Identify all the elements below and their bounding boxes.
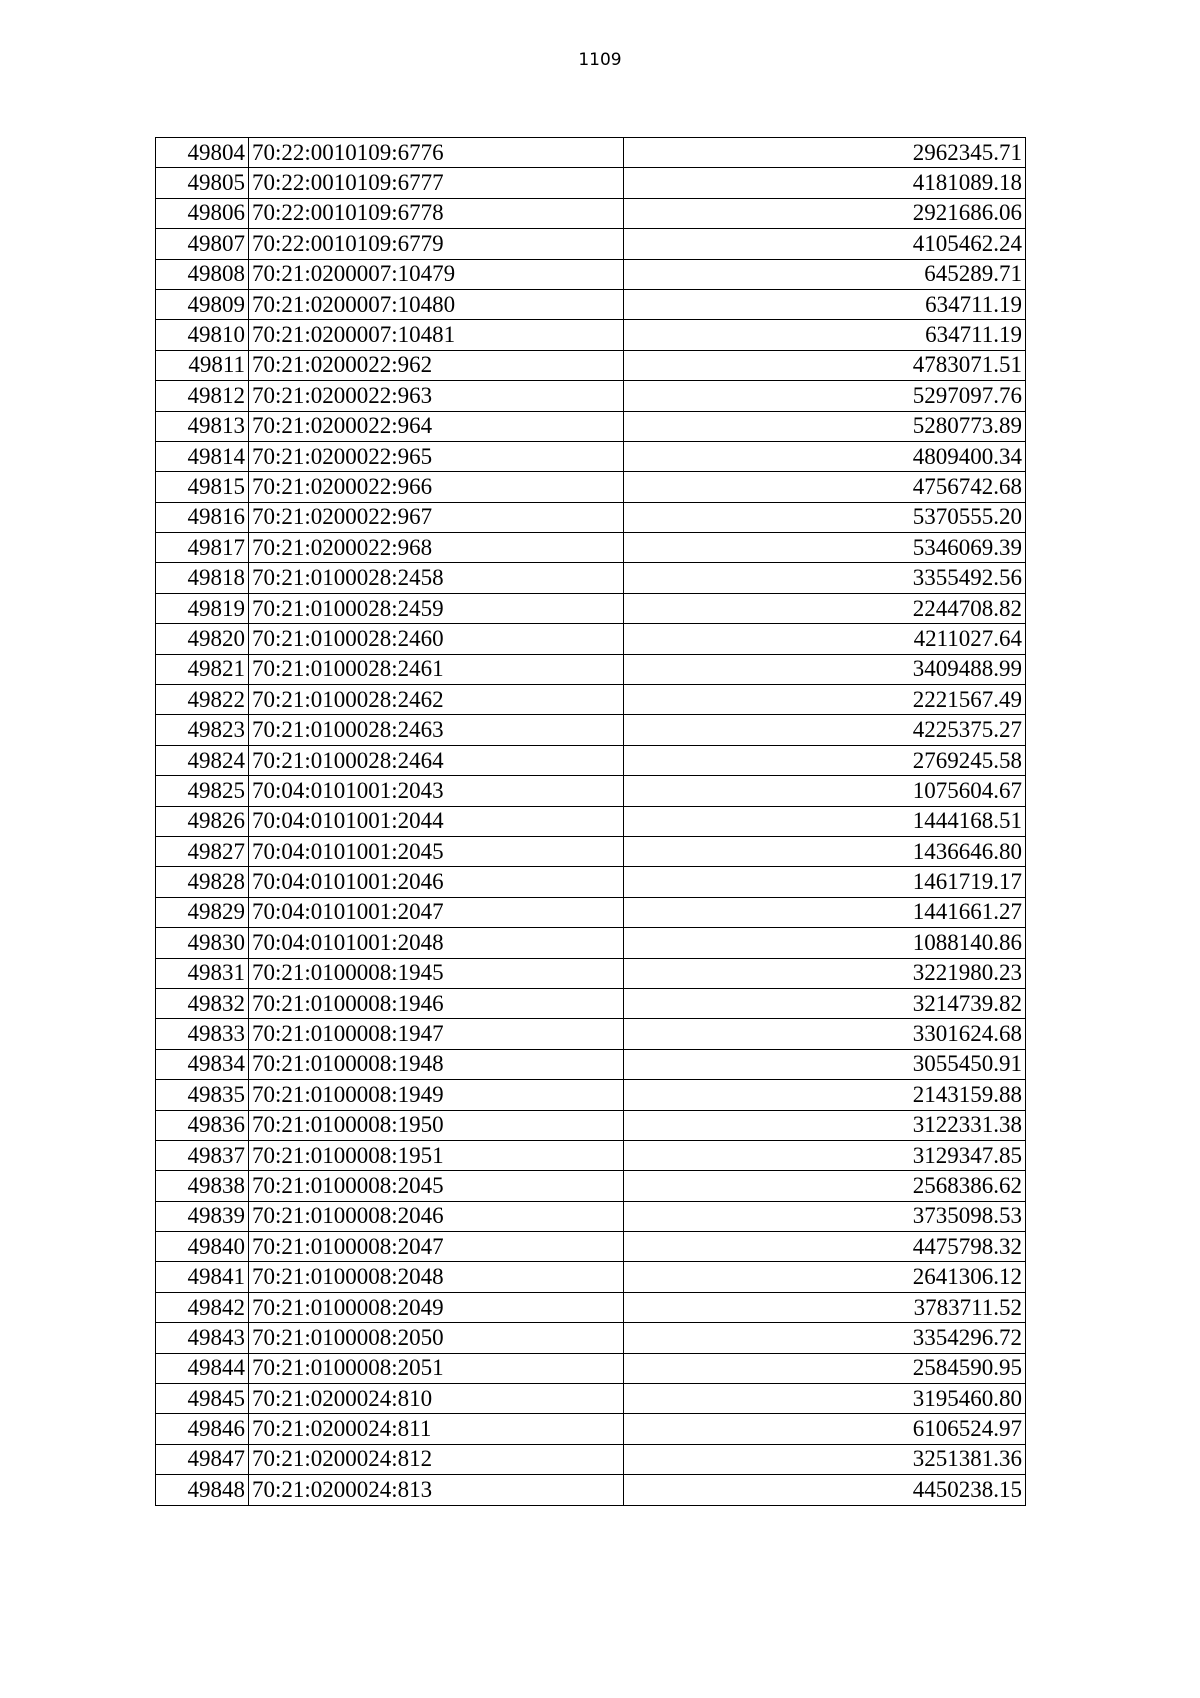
cadastral-number-cell: 70:21:0200022:968 [249,533,624,563]
value-cell: 634711.19 [624,289,1026,319]
value-cell: 5346069.39 [624,533,1026,563]
table-row [156,1201,1026,1231]
value-cell: 3214739.82 [624,988,1026,1018]
row-number-cell: 49834 [156,1049,249,1079]
value-cell: 3409488.99 [624,654,1026,684]
value-cell: 3301624.68 [624,1019,1026,1049]
value-cell: 1088140.86 [624,928,1026,958]
cadastral-value-table [155,137,1026,1506]
row-number-cell: 49820 [156,624,249,654]
row-number-cell: 49805 [156,168,249,198]
value-cell: 3251381.36 [624,1444,1026,1474]
value-cell: 1444168.51 [624,806,1026,836]
row-number-cell: 49838 [156,1171,249,1201]
value-cell: 2769245.58 [624,745,1026,775]
cadastral-number-cell: 70:21:0100028:2459 [249,593,624,623]
cadastral-number-cell: 70:21:0200024:812 [249,1444,624,1474]
row-number-cell: 49839 [156,1201,249,1231]
cadastral-number-cell: 70:21:0200022:964 [249,411,624,441]
cadastral-number-cell: 70:21:0100008:2047 [249,1232,624,1262]
row-number-cell: 49813 [156,411,249,441]
cadastral-number-cell: 70:21:0100008:1948 [249,1049,624,1079]
table-row [156,624,1026,654]
table-row [156,1353,1026,1383]
cadastral-number-cell: 70:21:0200007:10480 [249,289,624,319]
cadastral-number-cell: 70:04:0101001:2045 [249,836,624,866]
value-cell: 3055450.91 [624,1049,1026,1079]
row-number-cell: 49830 [156,928,249,958]
cadastral-number-cell: 70:21:0100008:1949 [249,1080,624,1110]
cadastral-number-cell: 70:22:0010109:6779 [249,229,624,259]
cadastral-number-cell: 70:21:0100008:1951 [249,1140,624,1170]
table-row [156,289,1026,319]
value-cell: 5280773.89 [624,411,1026,441]
table-row [156,350,1026,380]
value-cell: 3735098.53 [624,1201,1026,1231]
row-number-cell: 49836 [156,1110,249,1140]
table-row [156,685,1026,715]
table-row [156,867,1026,897]
table-row [156,806,1026,836]
table-row [156,958,1026,988]
value-cell: 2641306.12 [624,1262,1026,1292]
table-row [156,1019,1026,1049]
cadastral-number-cell: 70:21:0100008:1950 [249,1110,624,1140]
cadastral-number-cell: 70:21:0200024:811 [249,1414,624,1444]
cadastral-number-cell: 70:21:0100028:2464 [249,745,624,775]
value-cell: 3221980.23 [624,958,1026,988]
table-row [156,320,1026,350]
table-row [156,259,1026,289]
cadastral-number-cell: 70:21:0200007:10481 [249,320,624,350]
table-row [156,654,1026,684]
value-cell: 1436646.80 [624,836,1026,866]
value-cell: 4211027.64 [624,624,1026,654]
table-row [156,1414,1026,1444]
row-number-cell: 49832 [156,988,249,1018]
value-cell: 3354296.72 [624,1323,1026,1353]
row-number-cell: 49807 [156,229,249,259]
cadastral-number-cell: 70:22:0010109:6776 [249,138,624,168]
value-cell: 3122331.38 [624,1110,1026,1140]
value-cell: 5297097.76 [624,381,1026,411]
table-row [156,472,1026,502]
table-row [156,381,1026,411]
page-number: 1109 [578,50,622,70]
row-number-cell: 49826 [156,806,249,836]
row-number-cell: 49823 [156,715,249,745]
value-cell: 1441661.27 [624,897,1026,927]
cadastral-number-cell: 70:21:0200024:813 [249,1475,624,1505]
table-row [156,1080,1026,1110]
table-row [156,1262,1026,1292]
value-cell: 2921686.06 [624,198,1026,228]
cadastral-number-cell: 70:21:0200007:10479 [249,259,624,289]
row-number-cell: 49814 [156,441,249,471]
table-row [156,1049,1026,1079]
table-row [156,715,1026,745]
cadastral-number-cell: 70:21:0200022:967 [249,502,624,532]
cadastral-number-cell: 70:04:0101001:2047 [249,897,624,927]
row-number-cell: 49829 [156,897,249,927]
table-row [156,1475,1026,1505]
value-cell: 2962345.71 [624,138,1026,168]
cadastral-number-cell: 70:21:0200022:966 [249,472,624,502]
row-number-cell: 49816 [156,502,249,532]
table-row [156,776,1026,806]
cadastral-number-cell: 70:22:0010109:6777 [249,168,624,198]
value-cell: 4181089.18 [624,168,1026,198]
value-cell: 4225375.27 [624,715,1026,745]
table-row [156,1110,1026,1140]
table-row [156,533,1026,563]
row-number-cell: 49840 [156,1232,249,1262]
cadastral-number-cell: 70:21:0100028:2458 [249,563,624,593]
row-number-cell: 49825 [156,776,249,806]
table-row [156,593,1026,623]
value-cell: 4105462.24 [624,229,1026,259]
value-cell: 5370555.20 [624,502,1026,532]
table-row [156,441,1026,471]
row-number-cell: 49809 [156,289,249,319]
cadastral-number-cell: 70:21:0100008:2048 [249,1262,624,1292]
cadastral-number-cell: 70:21:0100008:2045 [249,1171,624,1201]
value-cell: 2221567.49 [624,685,1026,715]
cadastral-number-cell: 70:21:0100008:2049 [249,1292,624,1322]
value-cell: 1461719.17 [624,867,1026,897]
row-number-cell: 49827 [156,836,249,866]
table-row [156,563,1026,593]
table-row [156,1323,1026,1353]
row-number-cell: 49824 [156,745,249,775]
value-cell: 2568386.62 [624,1171,1026,1201]
row-number-cell: 49815 [156,472,249,502]
cadastral-number-cell: 70:21:0100028:2460 [249,624,624,654]
row-number-cell: 49804 [156,138,249,168]
cadastral-number-cell: 70:04:0101001:2046 [249,867,624,897]
cadastral-number-cell: 70:04:0101001:2043 [249,776,624,806]
cadastral-number-cell: 70:22:0010109:6778 [249,198,624,228]
cadastral-number-cell: 70:21:0100008:2050 [249,1323,624,1353]
cadastral-number-cell: 70:21:0100008:2051 [249,1353,624,1383]
row-number-cell: 49847 [156,1444,249,1474]
table-row [156,836,1026,866]
row-number-cell: 49833 [156,1019,249,1049]
row-number-cell: 49817 [156,533,249,563]
table-row [156,1171,1026,1201]
table-row [156,1232,1026,1262]
cadastral-number-cell: 70:04:0101001:2044 [249,806,624,836]
table-row [156,229,1026,259]
cadastral-number-cell: 70:21:0100028:2462 [249,685,624,715]
row-number-cell: 49806 [156,198,249,228]
cadastral-number-cell: 70:21:0200022:965 [249,441,624,471]
table-row [156,198,1026,228]
table-row [156,988,1026,1018]
table-row [156,411,1026,441]
cadastral-number-cell: 70:21:0200022:962 [249,350,624,380]
row-number-cell: 49848 [156,1475,249,1505]
cadastral-number-cell: 70:21:0200024:810 [249,1384,624,1414]
value-cell: 4756742.68 [624,472,1026,502]
row-number-cell: 49810 [156,320,249,350]
row-number-cell: 49841 [156,1262,249,1292]
value-cell: 6106524.97 [624,1414,1026,1444]
table-row [156,897,1026,927]
cadastral-number-cell: 70:21:0100008:1947 [249,1019,624,1049]
table-row [156,1140,1026,1170]
row-number-cell: 49821 [156,654,249,684]
cadastral-number-cell: 70:04:0101001:2048 [249,928,624,958]
value-cell: 4783071.51 [624,350,1026,380]
value-cell: 2584590.95 [624,1353,1026,1383]
value-cell: 634711.19 [624,320,1026,350]
row-number-cell: 49844 [156,1353,249,1383]
row-number-cell: 49812 [156,381,249,411]
table-row [156,745,1026,775]
row-number-cell: 49819 [156,593,249,623]
cadastral-number-cell: 70:21:0100028:2463 [249,715,624,745]
row-number-cell: 49845 [156,1384,249,1414]
table-row [156,168,1026,198]
value-cell: 2143159.88 [624,1080,1026,1110]
value-cell: 3355492.56 [624,563,1026,593]
row-number-cell: 49831 [156,958,249,988]
row-number-cell: 49837 [156,1140,249,1170]
table-container [155,137,1026,1506]
value-cell: 645289.71 [624,259,1026,289]
value-cell: 2244708.82 [624,593,1026,623]
value-cell: 4450238.15 [624,1475,1026,1505]
value-cell: 3129347.85 [624,1140,1026,1170]
cadastral-number-cell: 70:21:0200022:963 [249,381,624,411]
table-row [156,1444,1026,1474]
cadastral-number-cell: 70:21:0100028:2461 [249,654,624,684]
row-number-cell: 49835 [156,1080,249,1110]
table-row [156,502,1026,532]
table-row [156,928,1026,958]
row-number-cell: 49842 [156,1292,249,1322]
row-number-cell: 49828 [156,867,249,897]
value-cell: 1075604.67 [624,776,1026,806]
value-cell: 4809400.34 [624,441,1026,471]
row-number-cell: 49808 [156,259,249,289]
cadastral-number-cell: 70:21:0100008:1946 [249,988,624,1018]
cadastral-number-cell: 70:21:0100008:1945 [249,958,624,988]
row-number-cell: 49818 [156,563,249,593]
value-cell: 4475798.32 [624,1232,1026,1262]
cadastral-number-cell: 70:21:0100008:2046 [249,1201,624,1231]
row-number-cell: 49811 [156,350,249,380]
row-number-cell: 49843 [156,1323,249,1353]
table-body [156,138,1026,1506]
table-row [156,1292,1026,1322]
value-cell: 3195460.80 [624,1384,1026,1414]
table-row [156,1384,1026,1414]
row-number-cell: 49846 [156,1414,249,1444]
value-cell: 3783711.52 [624,1292,1026,1322]
table-row [156,138,1026,168]
row-number-cell: 49822 [156,685,249,715]
